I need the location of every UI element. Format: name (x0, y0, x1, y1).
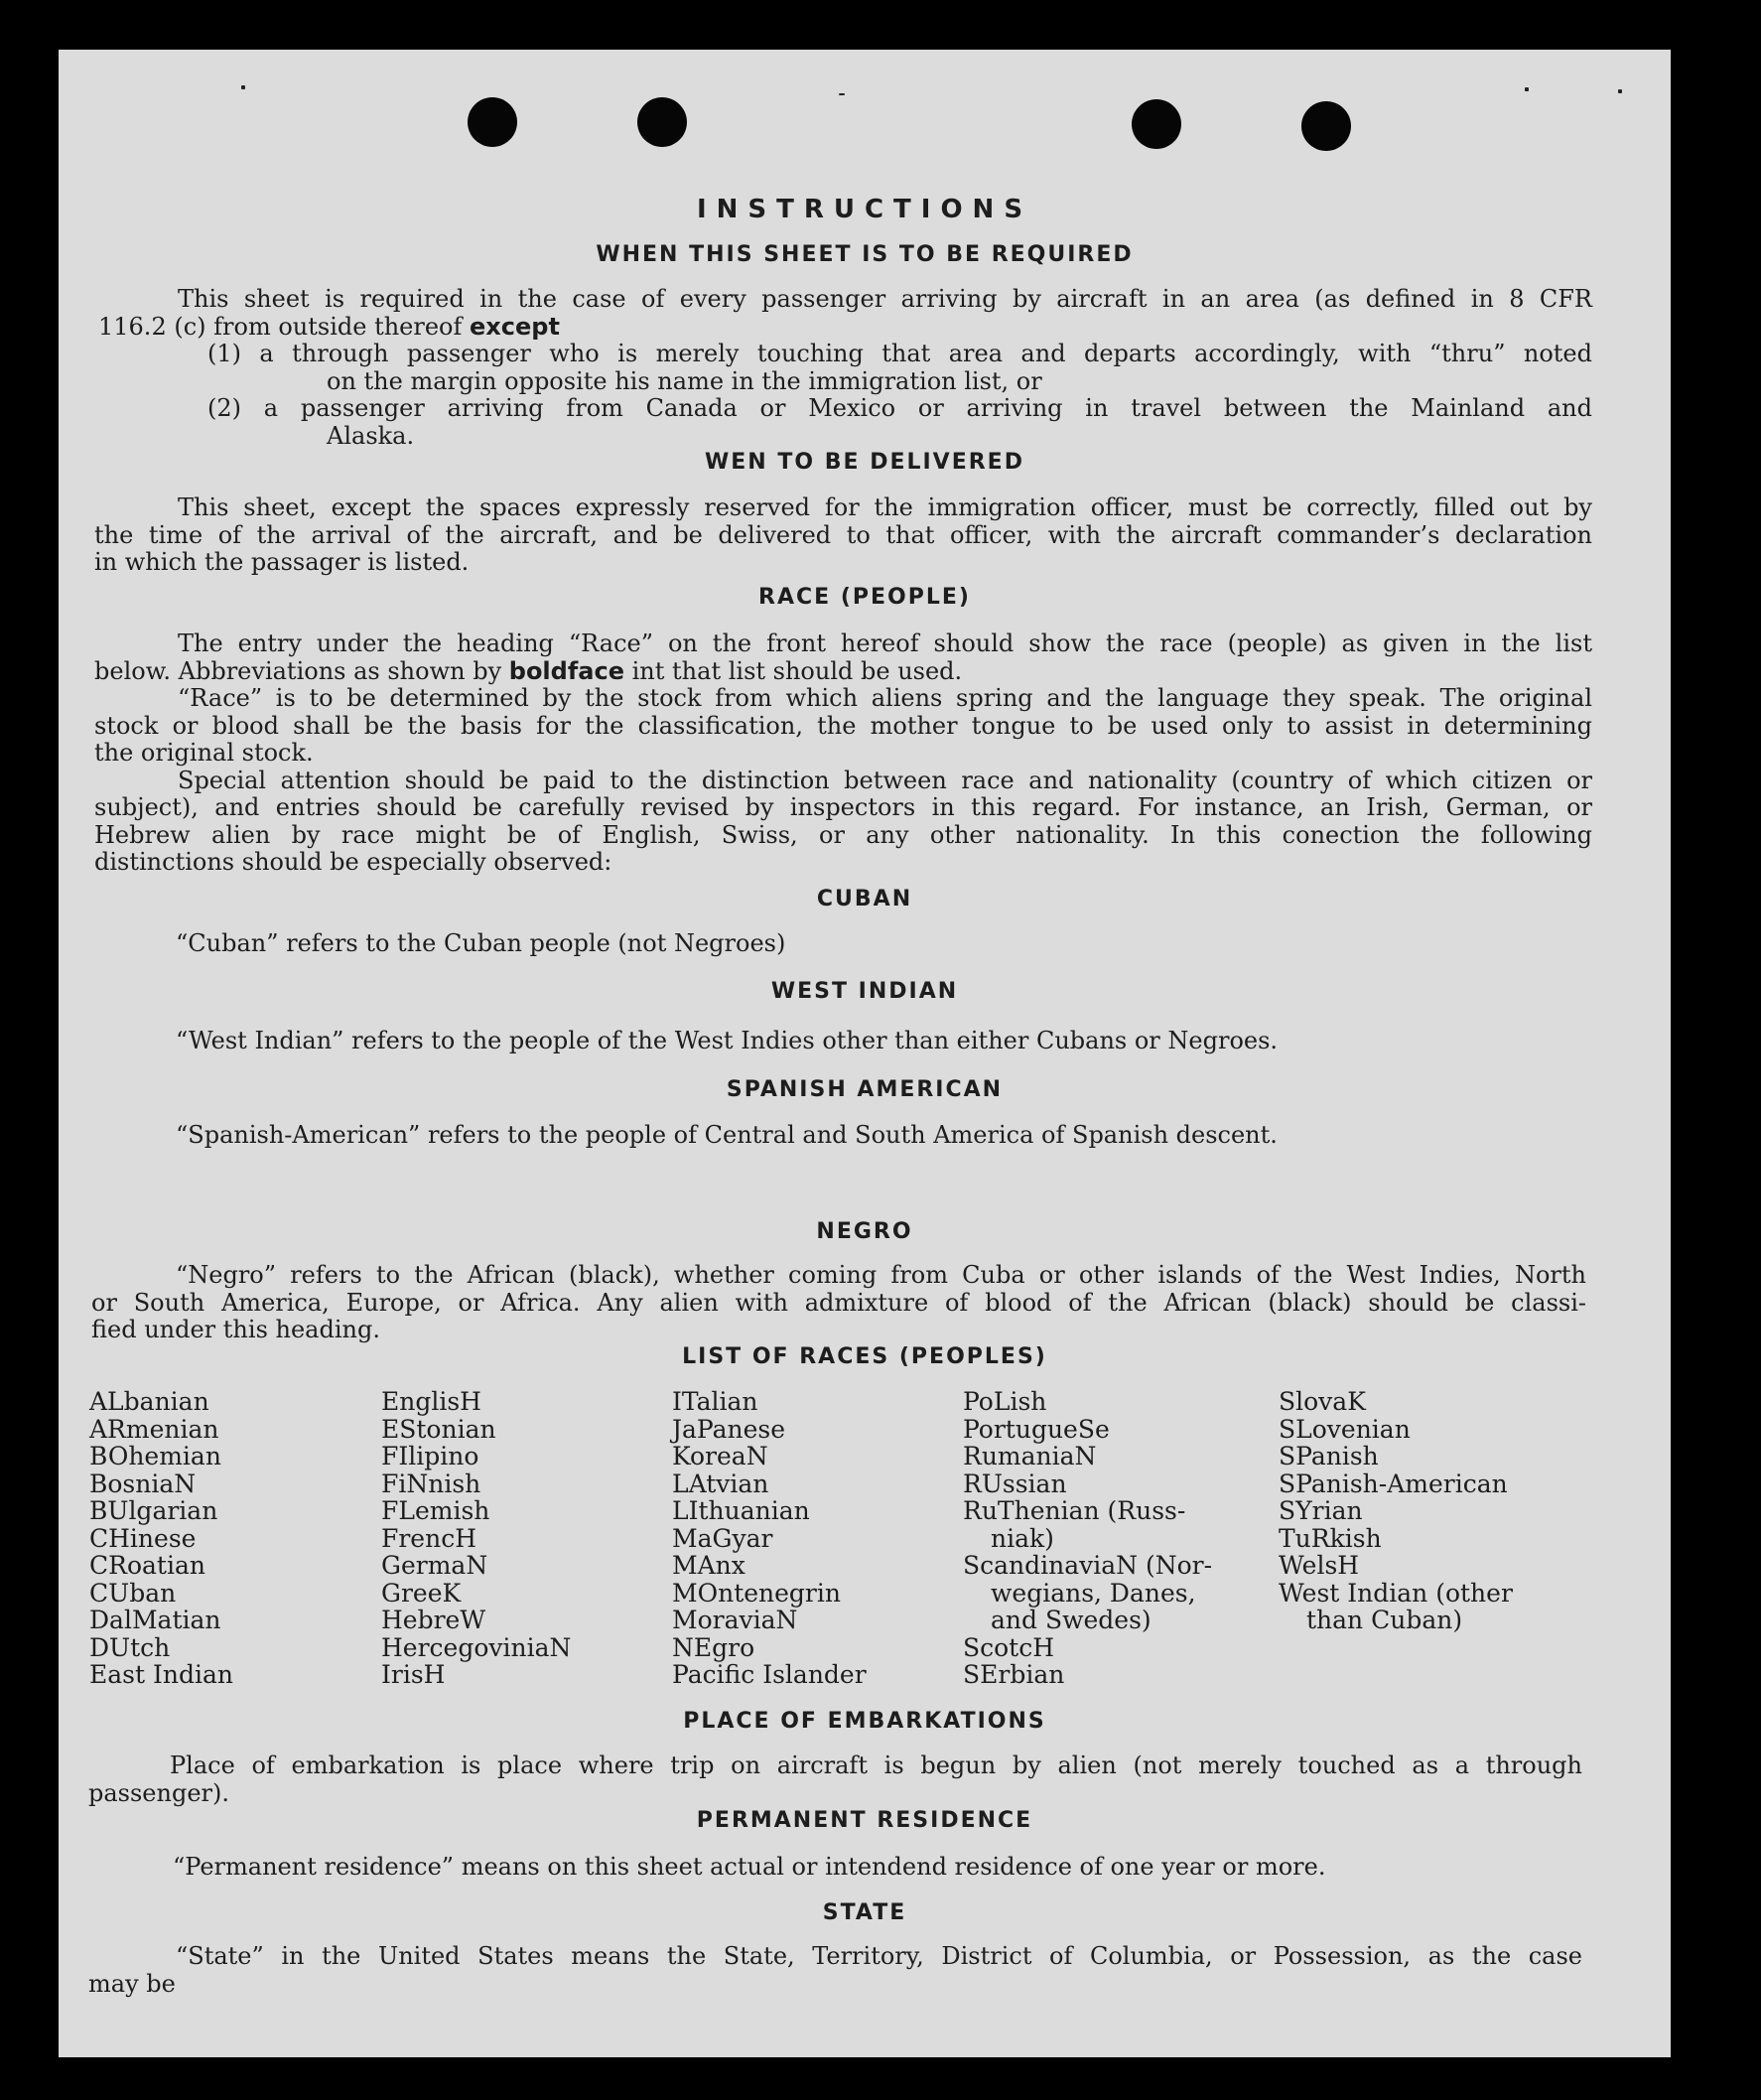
race-entry: Pacific Islander (672, 1660, 867, 1689)
text-line: fied under this heading. (91, 1316, 380, 1343)
race-entry: LAtvian (672, 1469, 769, 1498)
race-entry: PoLish (963, 1387, 1047, 1416)
text-line: (1) a through passenger who is merely touching that area and departs accordingly, with “thru” noted (207, 340, 1592, 367)
when-required-paragraph (98, 286, 1592, 450)
race-entry: WelsH (1279, 1551, 1360, 1580)
cuban-paragraph (176, 930, 1615, 958)
text-line: (2) a passenger arriving from Canada or Mexico or arriving in travel between the Mainland and (207, 394, 1592, 422)
document-page (59, 50, 1671, 2057)
section-heading-race: RACE (PEOPLE) (758, 585, 971, 610)
race-entry: MaGyar (672, 1523, 773, 1553)
race-entry: SPanish-American (1279, 1469, 1508, 1498)
section-heading-list-of-races: LIST OF RACES (PEOPLES) (682, 1344, 1047, 1369)
race-entry: SPanish (1279, 1442, 1379, 1470)
west-indian-paragraph (176, 1028, 1615, 1055)
race-entry: MOntenegrin (672, 1578, 841, 1608)
text-line: subject), and entries should be carefully revised by inspectors in this regard. For instance, an Irish, German, or (94, 793, 1592, 821)
text-line: in which the passager is listed. (94, 548, 470, 576)
text-line: the original stock. (94, 739, 314, 767)
race-entry-continuation: than Cuban) (1306, 1606, 1463, 1634)
text-line: may be (88, 1969, 176, 1998)
text-span: int that list should be used. (631, 656, 963, 685)
text-line: “West Indian” refers to the people of the West Indies other than either Cubans or Negroes. (176, 1027, 1279, 1054)
section-heading-permanent-residence: PERMANENT RESIDENCE (696, 1808, 1033, 1833)
text-line: stock or blood shall be the basis for the classification, the mother tongue to be used only to assist in determining (94, 711, 1592, 740)
section-heading-embarkation: PLACE OF EMBARKATIONS (683, 1709, 1046, 1734)
punch-hole (637, 97, 687, 147)
race-entry: LIthuanian (672, 1496, 810, 1525)
section-heading-when-required: WHEN THIS SHEET IS TO BE REQUIRED (596, 242, 1134, 267)
dust-speck (241, 85, 245, 89)
races-column-2 (381, 1388, 571, 1689)
race-entry: FLemish (381, 1496, 490, 1525)
text-line: Alaska. (327, 421, 415, 450)
race-entry: RUssian (963, 1469, 1067, 1498)
emphasis-boldface: boldface (508, 656, 624, 685)
race-entry: CRoatian (89, 1551, 205, 1580)
section-heading-negro: NEGRO (816, 1219, 913, 1244)
race-entry: JaPanese (672, 1414, 786, 1444)
race-entry: GreeK (381, 1578, 462, 1608)
section-heading-when-delivered: WEN TO BE DELIVERED (705, 450, 1024, 475)
race-entry: MAnx (672, 1551, 745, 1580)
race-entry: SErbian (963, 1660, 1065, 1689)
text-line: distinctions should be especially observed: (94, 848, 612, 876)
race-entry: BOhemian (89, 1442, 221, 1470)
text-line (98, 314, 1592, 342)
text-line: The entry under the heading “Race” on the front hereof should show the race (people) as given in the list (178, 630, 1592, 657)
race-entry: MoraviaN (672, 1606, 798, 1634)
text-line: “Negro” refers to the African (black), whether coming from Cuba or other islands of the West Indies, North (176, 1261, 1586, 1289)
race-entry: CHinese (89, 1523, 197, 1553)
text-span: below. Abbreviations as shown by (94, 656, 502, 685)
race-paragraph (94, 630, 1592, 877)
race-entry-continuation: wegians, Danes, (991, 1578, 1196, 1608)
section-heading-west-indian: WEST INDIAN (770, 979, 959, 1004)
dust-speck (1618, 89, 1622, 93)
races-column-5 (1279, 1388, 1513, 1634)
section-heading-spanish-american: SPANISH AMERICAN (726, 1077, 1004, 1102)
race-entry: ARmenian (89, 1414, 219, 1444)
text-line: “Permanent residence” means on this sheet actual or intendend residence of one year or more. (173, 1853, 1326, 1881)
dust-speck (839, 93, 845, 95)
races-column-4 (963, 1388, 1212, 1689)
race-entry: West Indian (other (1279, 1578, 1513, 1608)
race-entry: NEgro (672, 1632, 755, 1662)
race-entry: SlovaK (1279, 1387, 1366, 1416)
race-entry: ScandinaviaN (Nor- (963, 1551, 1213, 1580)
text-line: This sheet, except the spaces expressly reserved for the immigration officer, must be correctly, filled out by (178, 493, 1592, 521)
race-entry: GermaN (381, 1551, 488, 1580)
race-entry: HebreW (381, 1606, 486, 1634)
text-line: Hebrew alien by race might be of English, Swiss, or any other nationality. In this conection the following (94, 820, 1592, 849)
negro-paragraph (91, 1262, 1586, 1344)
race-entry: RumaniaN (963, 1442, 1097, 1470)
race-entry: ALbanian (89, 1387, 209, 1416)
race-entry: EStonian (381, 1414, 496, 1444)
text-line: on the margin opposite his name in the immigration list, or (327, 366, 1042, 395)
permanent-residence-paragraph (173, 1854, 1612, 1882)
race-entry: SYrian (1279, 1496, 1363, 1525)
races-column-3 (672, 1388, 867, 1689)
race-entry: IrisH (381, 1660, 446, 1689)
text-line: passenger). (88, 1778, 229, 1807)
race-entry: SLovenian (1279, 1414, 1411, 1444)
race-entry: PortugueSe (963, 1414, 1110, 1444)
race-entry: CUban (89, 1578, 177, 1608)
text-line (94, 658, 1592, 686)
race-entry: EnglisH (381, 1387, 481, 1416)
when-delivered-paragraph (94, 494, 1592, 577)
race-entry: DalMatian (89, 1606, 221, 1634)
text-line: “State” in the United States means the State, Territory, District of Columbia, or Possession, as the case (176, 1942, 1582, 1970)
text-line: Place of embarkation is place where trip on aircraft is begun by alien (not merely touched as a through (170, 1751, 1582, 1779)
race-entry: FIlipino (381, 1442, 479, 1470)
race-entry: BUlgarian (89, 1496, 218, 1525)
text-line: This sheet is required in the case of every passenger arriving by aircraft in an area (as defined in 8 CFR (178, 285, 1592, 313)
race-entry: TuRkish (1279, 1523, 1382, 1553)
text-line: Special attention should be paid to the distinction between race and nationality (country of which citizen or (178, 766, 1592, 794)
races-list (89, 1388, 1618, 1696)
text-line: “Spanish-American” refers to the people of Central and South America of Spanish descent. (176, 1121, 1278, 1149)
page-title: INSTRUCTIONS (696, 195, 1033, 224)
race-entry: RuThenian (Russ- (963, 1496, 1186, 1525)
race-entry: ITalian (672, 1387, 758, 1416)
punch-hole (1132, 99, 1181, 149)
race-entry-continuation: niak) (991, 1523, 1054, 1553)
race-entry: BosniaN (89, 1469, 197, 1498)
race-entry: FrencH (381, 1523, 476, 1553)
races-column-1 (89, 1388, 233, 1689)
text-line: “Cuban” refers to the Cuban people (not Negroes) (176, 929, 786, 957)
text-line: or South America, Europe, or Africa. Any alien with admixture of blood of the African (black) should be classi- (91, 1288, 1586, 1317)
race-entry: KoreaN (672, 1442, 768, 1470)
text-line: the time of the arrival of the aircraft, and be delivered to that officer, with the aircraft commander’s declaration (94, 520, 1592, 549)
race-entry: FiNnish (381, 1469, 481, 1498)
text-line: “Race” is to be determined by the stock from which aliens spring and the language they speak. The original (178, 684, 1592, 712)
race-entry-continuation: and Swedes) (991, 1606, 1151, 1634)
section-heading-state: STATE (822, 1900, 907, 1925)
race-entry: East Indian (89, 1660, 233, 1689)
text-span: 116.2 (c) from outside thereof (98, 312, 463, 341)
punch-hole (468, 97, 517, 147)
state-paragraph (88, 1943, 1582, 1998)
race-entry: ScotcH (963, 1632, 1055, 1662)
race-entry: DUtch (89, 1632, 171, 1662)
emphasis-except: except (470, 312, 560, 341)
embarkation-paragraph (88, 1752, 1582, 1807)
section-heading-cuban: CUBAN (816, 887, 913, 911)
race-entry: HercegoviniaN (381, 1632, 572, 1662)
punch-hole (1301, 101, 1351, 151)
dust-speck (1525, 87, 1529, 91)
spanish-american-paragraph (176, 1122, 1615, 1150)
